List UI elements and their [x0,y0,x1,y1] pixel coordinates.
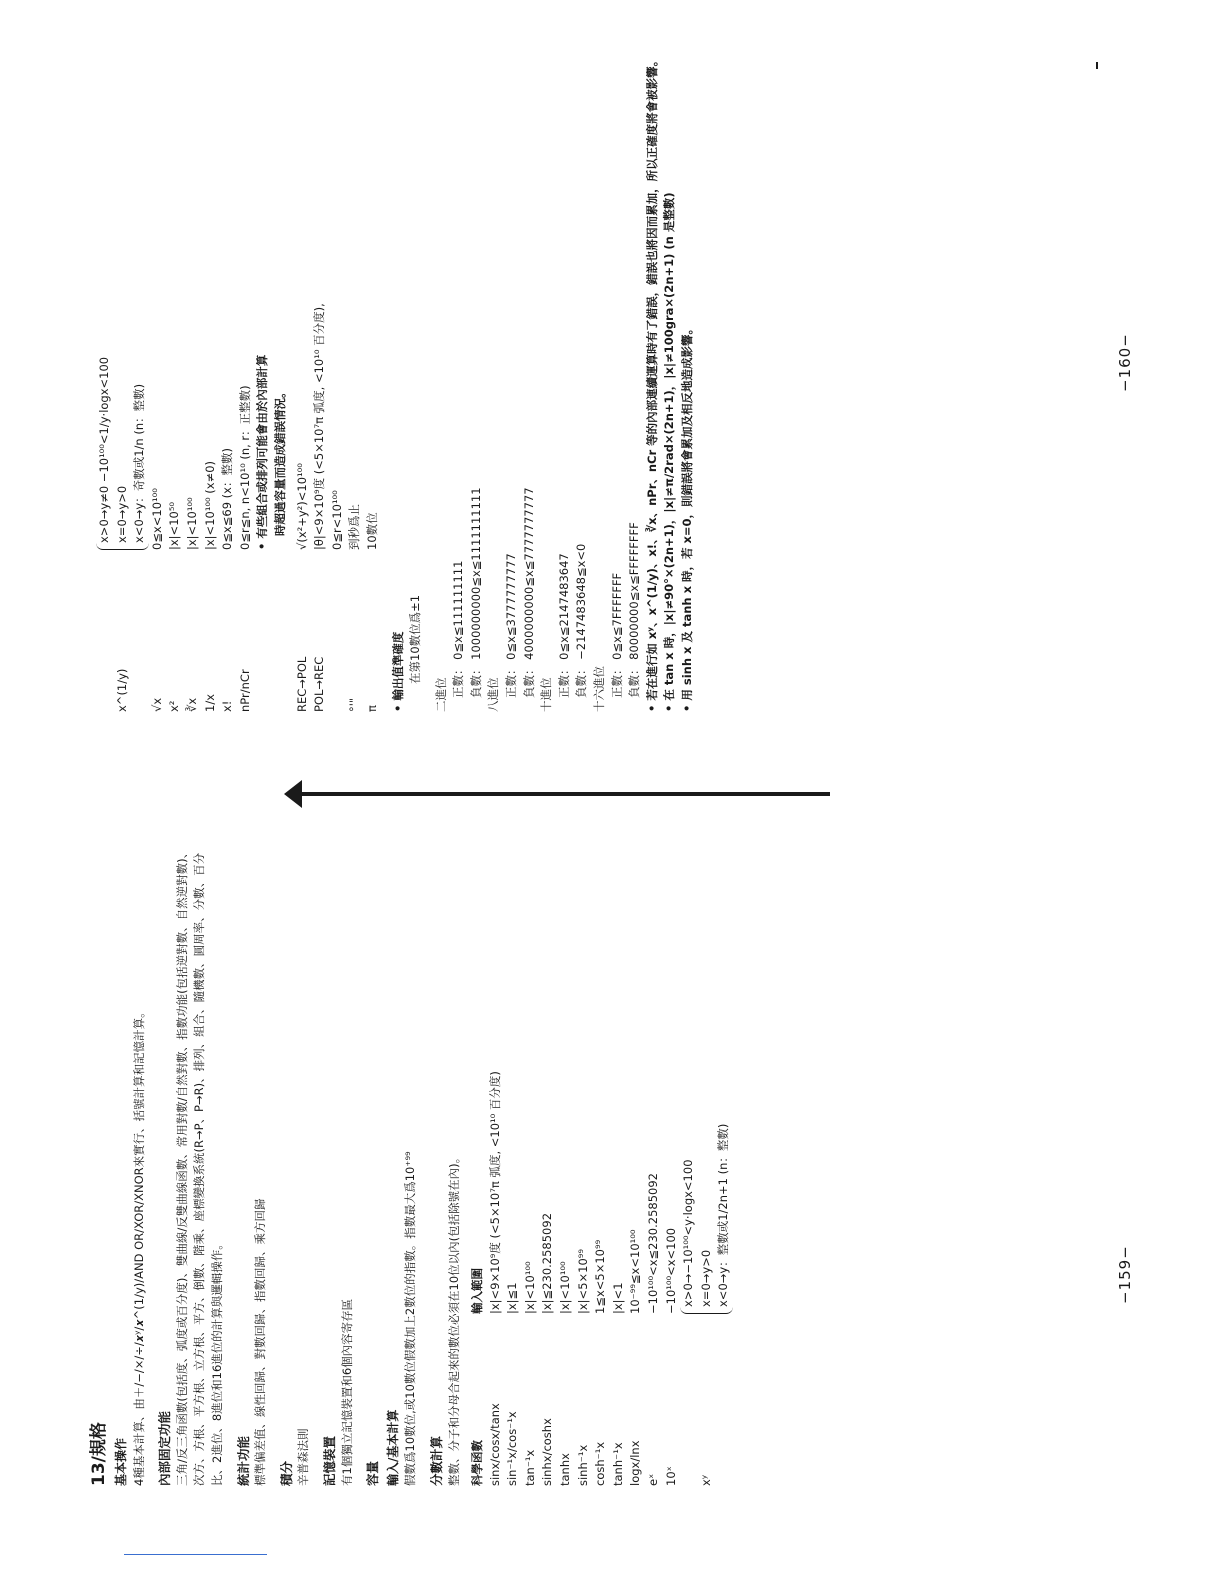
root-label: x^(1/y) [115,668,129,712]
spec-row [149,22,167,712]
binary-heading: 二進位 [433,677,448,712]
page-160-content [96,22,697,712]
function-label: √x [149,697,164,712]
power-row [680,826,733,1486]
integral-text: 辛普森法則 [296,1428,311,1486]
spec-row [329,22,347,712]
function-label: sinh⁻¹x [575,1444,590,1486]
decimal-heading: 十進位 [539,677,554,712]
root-range-line: x<0→y：奇數或1/n (n：整數) [132,383,147,543]
section-title: 13/規格 [89,1422,109,1486]
root-range-brace [96,22,149,550]
function-range: |x|<9×10⁹度 (<5×10⁷π 弧度, <10¹⁰ 百分度) [487,1071,502,1314]
hex-positive: 正數： 0≦x≦7FFFFFFF [609,572,624,698]
function-label: sinx/cosx/tanx [487,1403,502,1486]
function-range: |x|<10¹⁰⁰ (x≠0) [202,460,217,550]
pol-rec-range: |θ|<9×10⁹度 (<5×10⁷π 弧度, <10¹⁰ 百分度), [312,303,327,550]
internal-functions-text: 三角/反三角函數(包括度、弧度或百分度)、雙曲線/反雙曲線函數、常用對數/自然對數、指數功能(包括逆對數、自然逆對數)、次方、方根、平方根、立方根、平方、倒數、階乘、座標變換系統(R→P、P→R)、排列、組合、隨機數、圓周率、分數、百分比、2進位、8進位和16進位的計算與邏輯操作。 [174,846,224,1486]
pol-rec-label: POL→REC [312,656,327,712]
function-range: |x|<10¹⁰⁰ [558,1261,573,1314]
spec-row [627,826,645,1486]
function-range: |x|<1 [610,1282,625,1314]
function-range: 0≦x<10¹⁰⁰ [149,488,164,550]
function-label: x² [167,700,182,712]
spec-row [539,826,557,1486]
tan-restriction-note: • 在 tan x 時，|x|≠90°×(2n+1)，|x|≠π/2rad×(2n+1)，|x|≠100gra×(2n+1) (n 是整數) [662,192,677,712]
error-accumulation-note: • 若在進行如 xʸ、x^(1/y)、x!、∛x、nPr、nCr 等的內部連續運算時有了錯誤，錯誤也將因而累加，所以正確度將會被影響。 [644,54,659,712]
function-range: 1≦x<5×10⁹⁹ [593,1239,608,1314]
npr-note-line: 時超過容量而造成錯誤情況。 [272,386,287,536]
function-label: tanh⁻¹x [610,1442,625,1486]
root-range-line: x=0→y>0 [114,485,129,543]
integral-heading: 積分 [278,1460,294,1486]
function-label: cosh⁻¹x [593,1441,608,1486]
octal-negative: 負數： 4000000000≦x≦7777777777 [521,487,536,698]
spec-row [184,22,202,712]
hex-negative: 負數： 80000000≦x≦FFFFFFFF [627,522,642,698]
spec-row [166,22,184,712]
power-range-brace [680,826,733,1314]
function-range: |x|≦230.2585092 [540,1212,555,1314]
capacity-text: 假數爲10數位,或10數位假數加上2數位的指數。指數最大爲10⁺⁹⁹ [403,1151,418,1486]
page-159 [0,792,1224,1584]
page-number-159: −159− [1116,1245,1134,1304]
binary-positive: 正數： 0≦x≦111111111 [451,560,466,698]
spec-row [311,22,329,712]
function-label: sinhx/coshx [540,1418,555,1486]
spec-row [645,826,663,1486]
fraction-heading: 分數計算 [428,1435,444,1486]
dms-label: °'" [347,697,362,712]
pi-label: π [364,705,379,712]
sci-functions-heading: 科學函數 [470,1440,485,1486]
input-range-heading: 輸入範圍 [470,1268,485,1314]
memory-text: 有1個獨立記憶裝置和6個內容寄存區 [339,1298,354,1486]
rec-pol-label: REC→POL [294,656,309,712]
function-label: tanhx [558,1453,573,1486]
power-label: xʸ [699,1474,714,1486]
spec-row [663,826,681,1486]
rec-pol-range: √(x²+y²)<10¹⁰⁰ [294,463,309,550]
pol-rec-range-2: 0≦r<10¹⁰⁰ [329,490,344,550]
root-range-line: x>0→y≠0 −10¹⁰⁰<1/y·logx<100 [97,356,111,543]
spec-row [557,826,575,1486]
spec-row [522,826,540,1486]
spec-row [346,22,364,712]
basic-ops-text: 4種基本計算、由＋/−/×/÷/𝒙ʸ/𝒙^(1/y)/AND OR/XOR/XNOR來實行、括號計算和記憶計算。 [131,1006,146,1486]
octal-positive: 正數： 0≦x≦3777777777 [504,553,519,698]
binary-negative: 負數： 1000000000≦x≦1111111111 [468,487,483,698]
internal-functions-heading: 內部固定功能 [157,1410,173,1486]
capacity-heading: 容量 [365,1460,381,1486]
spec-row [487,826,505,1486]
hex-heading: 十六進位 [592,666,607,712]
spec-row [219,22,237,712]
function-range: 0≦r≦n, n<10¹⁰ (n, r：正整數) [237,385,252,550]
spec-row [610,826,628,1486]
function-range: −10¹⁰⁰<x≦230.2585092 [646,1173,661,1314]
function-range: |x|<10¹⁰⁰ [522,1261,537,1314]
root-row [96,22,149,712]
function-range: |x|<10⁵⁰ [167,501,182,550]
spec-row [592,826,610,1486]
precision-text: 在第10數位爲±1 [408,594,423,684]
spec-row [364,22,382,712]
function-label: eˣ [646,1473,661,1486]
memory-heading: 記憶裝置 [321,1435,337,1486]
spec-row [575,826,593,1486]
octal-heading: 八進位 [486,677,501,712]
spec-row [294,22,312,712]
npr-note-row [272,22,290,712]
basic-ops-heading: 基本操作 [114,1437,128,1486]
page-divider-rule [300,792,830,796]
sci-functions-header-row [469,826,487,1486]
function-label: 10ˣ [663,1466,678,1486]
power-range-line: x<0→y：整數或1/2n+1 (n：整數) [716,1123,731,1307]
function-label: 1/x [202,694,217,712]
npr-note-row [254,22,272,712]
spec-row [202,22,220,712]
page-number-160: −160− [1116,333,1134,392]
function-label: tan⁻¹x [522,1449,537,1486]
spec-row [504,826,522,1486]
dms-range: 到秒爲止 [347,504,362,550]
decimal-positive: 正數： 0≦x≦2147483647 [556,553,571,698]
footer-link-underline [124,1554,267,1555]
function-label: sin⁻¹x/cos⁻¹x [505,1411,520,1486]
function-label: nPr/nCr [237,669,252,712]
precision-heading: • 輸出值準確度 [390,631,405,712]
function-label: x! [220,700,235,712]
fraction-text: 整數、分子和分母合起來的數位必須在10位以內(包括除號在內)。 [446,1151,461,1486]
function-range: 0≦x≦69 (x：整數) [220,448,235,550]
capacity-subheading: 輸入/基本計算 [385,1409,400,1486]
function-range: 10⁻⁹⁹≦x<10¹⁰⁰ [628,1229,643,1314]
page-159-content [88,826,733,1486]
function-range: |x|≦1 [505,1282,520,1314]
npr-note-line: • 有些組合或排列可能會由於內部計算 [255,354,270,550]
function-range: |x|<5×10⁹⁹ [575,1249,590,1314]
power-range-line: x>0→−10¹⁰⁰<y·logx<100 [681,1159,696,1307]
stats-text: 標準偏差值、線性回歸、對數回歸、指數回歸、乘方回歸 [253,1198,268,1486]
pi-range: 10數位 [364,512,379,550]
sinh-tanh-note: • 用 sinh x 及 tanh x 時，若 x=0，則錯誤將會累加及相反地造成影響。 [680,322,694,712]
spec-row [237,22,255,712]
function-label: ∛x [184,697,199,712]
function-label: logx/lnx [628,1440,643,1486]
stats-heading: 統計功能 [235,1435,251,1486]
function-range: −10¹⁰⁰<x<100 [663,1227,678,1314]
function-range: |x|<10¹⁰⁰ [184,497,199,550]
decimal-negative: 負數： −2147483648≦x<0 [574,543,589,698]
power-range-line: x=0→y>0 [698,1249,713,1307]
